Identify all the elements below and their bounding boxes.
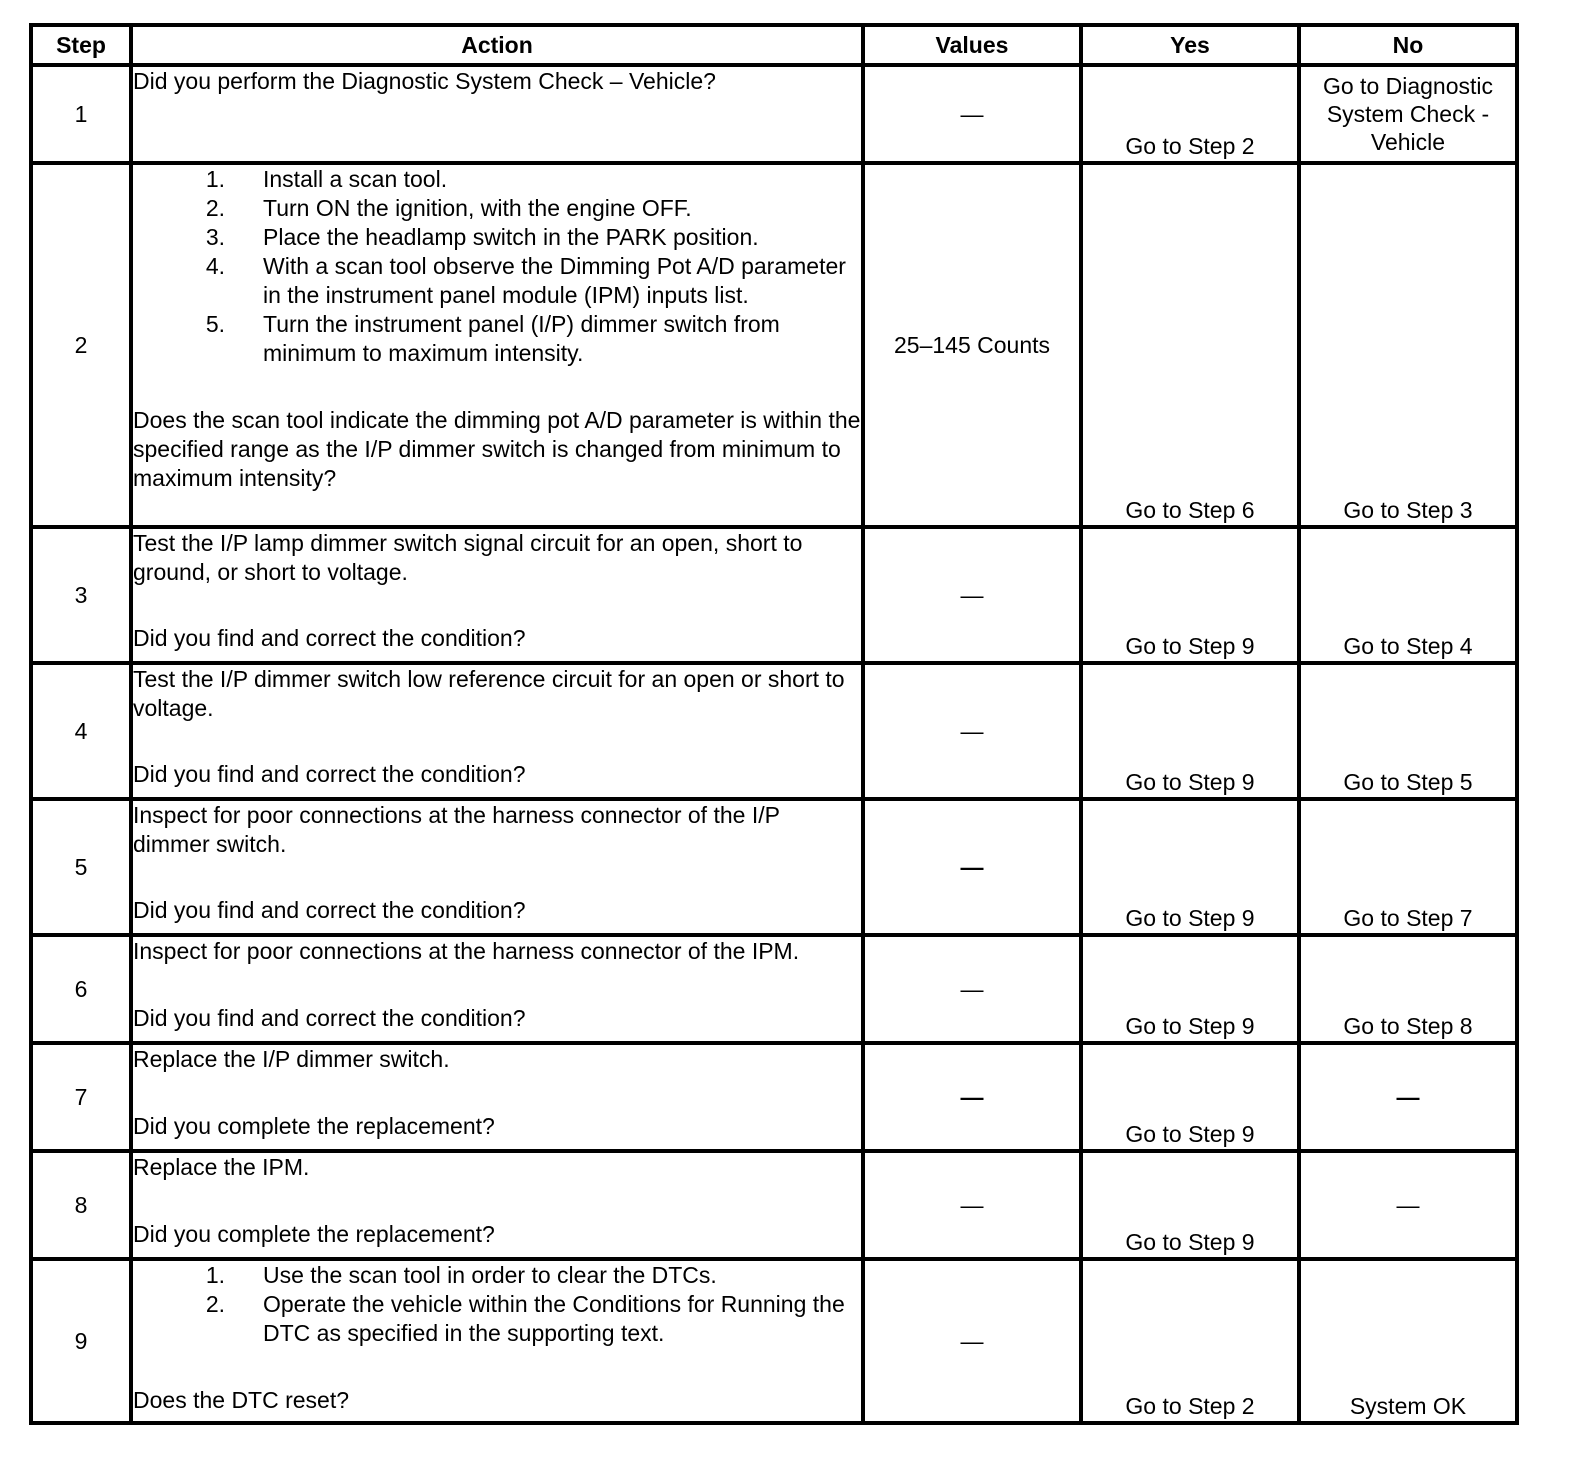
action-cell: [131, 527, 863, 663]
value-cell: —: [863, 1259, 1081, 1423]
action-cell: [131, 65, 863, 163]
list-number: 1.: [205, 1262, 225, 1288]
yes-cell: Go to Step 9: [1081, 799, 1299, 935]
list-text: Install a scan tool.: [263, 166, 448, 192]
table-row: [31, 1043, 1517, 1151]
list-item: [133, 1290, 861, 1348]
value-cell: —: [863, 1151, 1081, 1259]
procedure-list: [133, 165, 861, 368]
step-number: 9: [31, 1259, 131, 1423]
table-row: [31, 163, 1517, 527]
list-text: Turn ON the ignition, with the engine OFF.: [263, 195, 692, 221]
list-text: With a scan tool observe the Dimming Pot A/D parameter in the instrument panel module (IPM) inputs list.: [263, 253, 846, 308]
no-cell: —: [1299, 1043, 1517, 1151]
table-row: [31, 1151, 1517, 1259]
value-cell: 25–145 Counts: [863, 163, 1081, 527]
no-cell: Go to Diagnostic System Check - Vehicle: [1299, 65, 1517, 163]
value-cell: —: [863, 935, 1081, 1043]
action-cell: [131, 1259, 863, 1423]
table-row: [31, 1259, 1517, 1423]
action-cell: [131, 799, 863, 935]
action-cell: [131, 1043, 863, 1151]
step-number: 2: [31, 163, 131, 527]
yes-cell: Go to Step 9: [1081, 935, 1299, 1043]
header-row: [31, 25, 1517, 65]
action-question: Did you find and correct the condition?: [133, 897, 526, 923]
list-text: Place the headlamp switch in the PARK position.: [263, 224, 759, 250]
diagnostic-table-container: [29, 23, 1519, 1425]
value-cell: —: [863, 527, 1081, 663]
action-text: Inspect for poor connections at the harness connector of the I/P dimmer switch.: [133, 802, 780, 857]
list-number: 4.: [205, 253, 225, 279]
table-row: [31, 65, 1517, 163]
no-cell: Go to Step 7: [1299, 799, 1517, 935]
action-text: Did you perform the Diagnostic System Check – Vehicle?: [133, 68, 716, 94]
action-text: Test the I/P lamp dimmer switch signal circuit for an open, short to ground, or short to voltage.: [133, 530, 803, 585]
yes-cell: Go to Step 9: [1081, 1151, 1299, 1259]
header-step: Step: [31, 25, 131, 65]
list-number: 3.: [205, 224, 225, 250]
action-question: Did you find and correct the condition?: [133, 761, 526, 787]
action-question: Does the scan tool indicate the dimming pot A/D parameter is within the specified range as the I/P dimmer switch is changed from minimum to maximum intensity?: [133, 407, 861, 491]
action-question: Did you find and correct the condition?: [133, 625, 526, 651]
yes-cell: Go to Step 9: [1081, 1043, 1299, 1151]
list-item: [133, 165, 861, 194]
procedure-list: [133, 1261, 861, 1348]
header-no: No: [1299, 25, 1517, 65]
step-number: 7: [31, 1043, 131, 1151]
list-item: [133, 194, 861, 223]
table-row: [31, 663, 1517, 799]
value-cell: —: [863, 663, 1081, 799]
no-cell: Go to Step 8: [1299, 935, 1517, 1043]
action-text: Replace the IPM.: [133, 1154, 310, 1180]
list-number: 5.: [205, 311, 225, 337]
list-item: [133, 252, 861, 310]
yes-cell: Go to Step 2: [1081, 1259, 1299, 1423]
list-text: Operate the vehicle within the Conditions for Running the DTC as specified in the supporting text.: [263, 1291, 845, 1346]
action-question: Did you complete the replacement?: [133, 1113, 495, 1139]
yes-cell: Go to Step 6: [1081, 163, 1299, 527]
action-text: Replace the I/P dimmer switch.: [133, 1046, 450, 1072]
step-number: 3: [31, 527, 131, 663]
value-cell: —: [863, 799, 1081, 935]
list-number: 2.: [205, 195, 225, 221]
action-text: Test the I/P dimmer switch low reference circuit for an open or short to voltage.: [133, 666, 845, 721]
action-question: Does the DTC reset?: [133, 1387, 350, 1413]
value-cell: —: [863, 1043, 1081, 1151]
step-number: 6: [31, 935, 131, 1043]
no-cell: System OK: [1299, 1259, 1517, 1423]
step-number: 4: [31, 663, 131, 799]
action-cell: [131, 1151, 863, 1259]
action-question: Did you complete the replacement?: [133, 1221, 495, 1247]
action-cell: [131, 663, 863, 799]
no-cell: Go to Step 4: [1299, 527, 1517, 663]
header-yes: Yes: [1081, 25, 1299, 65]
table-row: [31, 935, 1517, 1043]
yes-cell: Go to Step 9: [1081, 663, 1299, 799]
step-number: 1: [31, 65, 131, 163]
list-text: Turn the instrument panel (I/P) dimmer switch from minimum to maximum intensity.: [263, 311, 780, 366]
list-item: [133, 1261, 861, 1290]
yes-cell: Go to Step 9: [1081, 527, 1299, 663]
header-action: Action: [131, 25, 863, 65]
action-text: Inspect for poor connections at the harness connector of the IPM.: [133, 938, 800, 964]
no-cell: Go to Step 3: [1299, 163, 1517, 527]
no-cell: Go to Step 5: [1299, 663, 1517, 799]
no-cell: —: [1299, 1151, 1517, 1259]
value-cell: —: [863, 65, 1081, 163]
step-number: 5: [31, 799, 131, 935]
list-number: 1.: [205, 166, 225, 192]
step-number: 8: [31, 1151, 131, 1259]
action-question: Did you find and correct the condition?: [133, 1005, 526, 1031]
table-row: [31, 527, 1517, 663]
table-row: [31, 799, 1517, 935]
action-cell: [131, 163, 863, 527]
yes-cell: Go to Step 2: [1081, 65, 1299, 163]
list-item: [133, 223, 861, 252]
header-values: Values: [863, 25, 1081, 65]
list-item: [133, 310, 861, 368]
list-text: Use the scan tool in order to clear the DTCs.: [263, 1262, 717, 1288]
diagnostic-table: [29, 23, 1519, 1425]
action-cell: [131, 935, 863, 1043]
list-number: 2.: [205, 1291, 225, 1317]
